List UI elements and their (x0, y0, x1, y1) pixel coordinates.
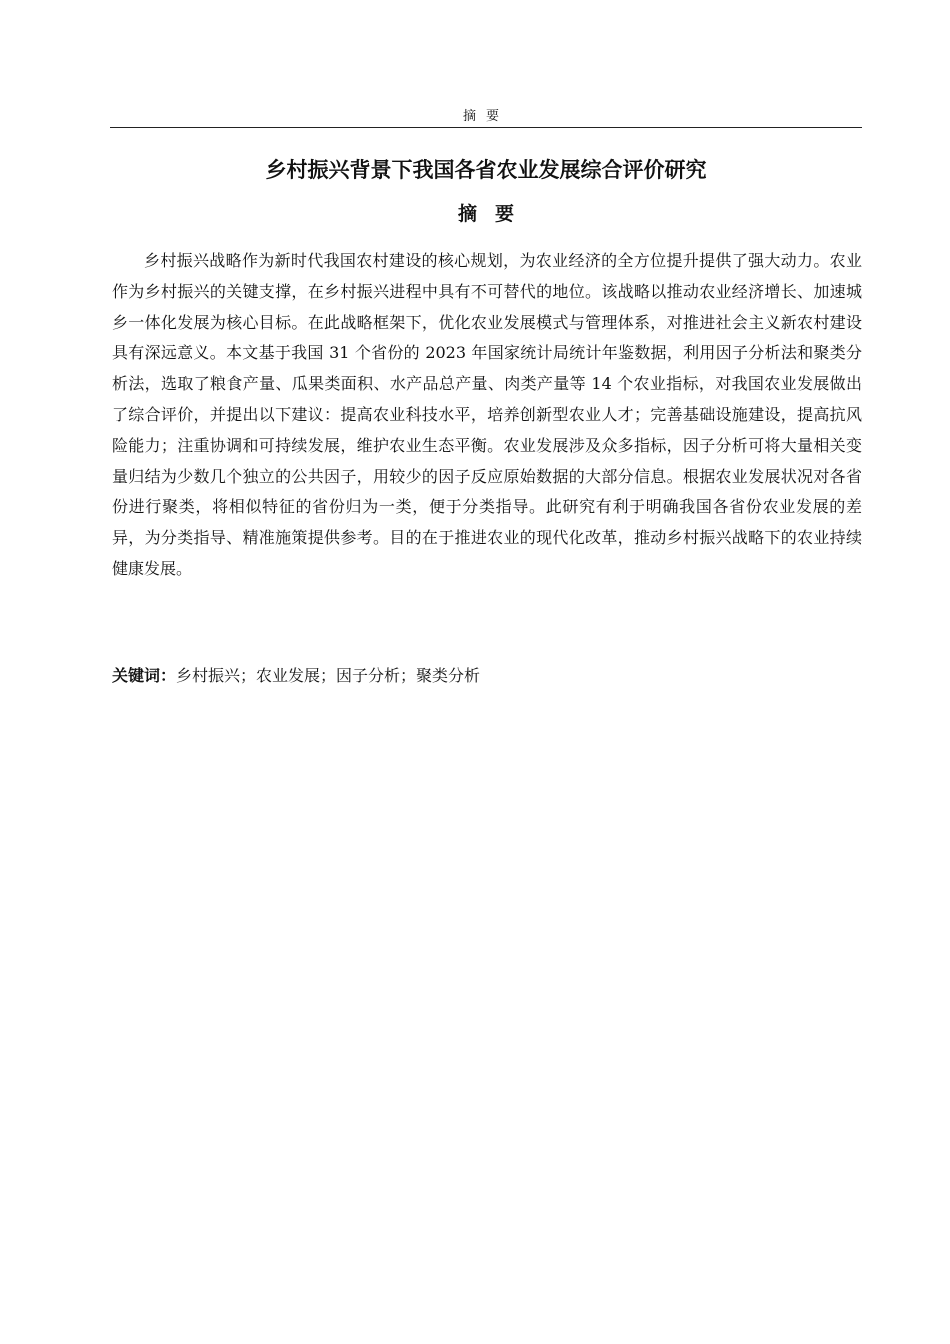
paper-title: 乡村振兴背景下我国各省农业发展综合评价研究 (265, 158, 707, 182)
header-rule (110, 127, 862, 128)
keywords-label: 关键词： (112, 666, 177, 685)
abstract-body: 乡村振兴战略作为新时代我国农村建设的核心规划，为农业经济的全方位提升提供了强大动力。农业作为乡村振兴的关键支撑，在乡村振兴进程中具有不可替代的地位。该战略以推动农业经济增长、加速城乡一体化发展为核心目标。在此战略框架下，优化农业发展模式与管理体系，对推进社会主义新农村建设具有深远意义。本文基于我国 31 个省份的 2023 年国家统计局统计年鉴数据，利用因子分析法和聚类分析法，选取了粮食产量、瓜果类面积、水产品总产量、肉类产量等 14 个农业指标，对我国农业发展做出了综合评价，并提出以下建议：提高农业科技水平，培养创新型农业人才；完善基础设施建设，提高抗风险能力；注重协调和可持续发展，维护农业生态平衡。农业发展涉及众多指标，因子分析可将大量相关变量归结为少数几个独立的公共因子，用较少的因子反应原始数据的大部分信息。根据农业发展状况对各省份进行聚类，将相似特征的省份归为一类，便于分类指导。此研究有利于明确我国各省份农业发展的差异，为分类指导、精准施策提供参考。目的在于推进农业的现代化改革，推动乡村振兴战略下的农业持续健康发展。 (112, 251, 862, 578)
keywords-text: 乡村振兴；农业发展；因子分析；聚类分析 (176, 666, 481, 685)
keywords-line (112, 662, 862, 690)
running-header: 摘要 (462, 109, 509, 124)
section-heading: 摘要 (457, 203, 532, 225)
